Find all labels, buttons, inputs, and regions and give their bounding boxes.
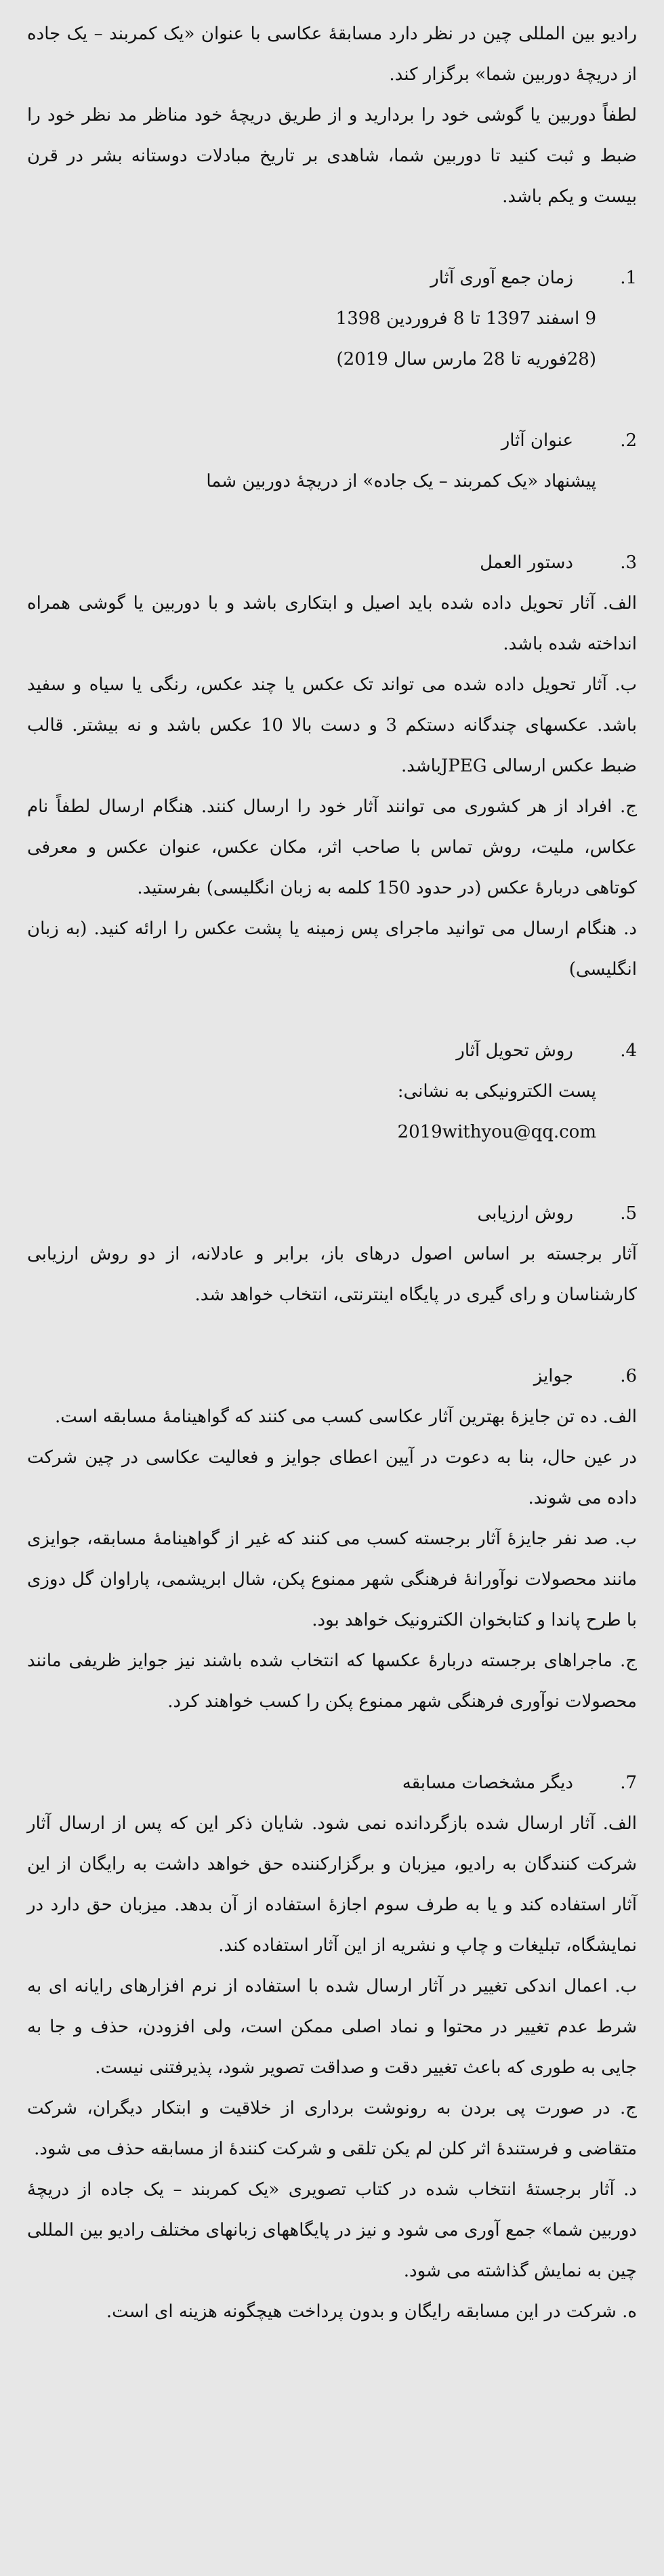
section-evaluation	[27, 1193, 637, 1315]
section-body	[27, 1071, 637, 1152]
section-heading	[27, 1193, 637, 1234]
section-line: در عین حال، بنا به دعوت در آیین اعطای جوایز و فعالیت عکاسی در چین شرکت داده می شوند.	[27, 1447, 637, 1508]
section-heading	[27, 542, 637, 583]
section-body	[27, 1234, 637, 1315]
section-line: آثار برجسته بر اساس اصول درهای باز، برابر و عادلانه، از دو روش ارزیابی کارشناسان و رای گیری در پایگاه اینترنتی، انتخاب خواهد شد.	[27, 1244, 637, 1305]
section-body	[27, 583, 637, 990]
section-line: پست الکترونیکی به نشانی:	[397, 1081, 596, 1102]
section-heading	[27, 1030, 637, 1071]
section-title: عنوان آثار	[501, 430, 573, 451]
section-title: جوایز	[533, 1366, 573, 1386]
section-line: پیشنهاد «یک کمربند – یک جاده» از دریچۀ دوربین شما	[206, 471, 596, 491]
email-address[interactable]: 2019withyou@qq.com	[397, 1122, 596, 1142]
section-line: 9 اسفند 1397 تا 8 فروردین 1398	[335, 308, 596, 329]
section-line: (28فوریه تا 28 مارس سال 2019)	[336, 349, 596, 369]
section-line: ه. شرکت در این مسابقه رایگان و بدون پرداخت هیچگونه هزینه ای است.	[106, 2301, 637, 2322]
section-line: ب. صد نفر جایزۀ آثار برجسته کسب می کنند که غیر از گواهینامۀ مسابقه، جوایزی مانند محصولات نوآورانۀ فرهنگی شهر ممنوع پکن، شال ابریشمی، پاراوان گل دوزی با طرح پاندا و کتابخوان الکترونیک خواهد بود.	[27, 1529, 638, 1630]
intro-paragraph: لطفاً دوربین یا گوشی خود را بردارید و از طریق دریچۀ خود مناظر مد نظر خود را ضبط و ثبت کنید تا دوربین شما، شاهدی بر تاریخ مبادلات دوستانه بشر در قرن بیست و یکم باشد.	[27, 105, 637, 207]
section-body	[27, 298, 637, 380]
section-other-details	[27, 1763, 637, 2332]
section-heading	[27, 258, 637, 298]
section-heading	[27, 1356, 637, 1396]
section-number: 1.	[620, 268, 637, 288]
section-line: ب. اعمال اندکی تغییر در آثار ارسال شده با استفاده از نرم افزارهای رایانه ای به شرط عدم تغییر در محتوا و نماد اصلی ممکن است، ولی افزودن، حذف و جا به جایی به طوری که باعث تغییر دقت و صداقت تصویر شود، پذیرفتنی نیست.	[27, 1976, 637, 2078]
section-number: 2.	[620, 430, 637, 451]
section-line: الف. آثار ارسال شده بازگردانده نمی شود. شایان ذکر این که پس از ارسال آثار شرکت کنندگان به رادیو، میزبان و برگزارکننده حق خواهد داشت به رایگان از این آثار استفاده کند و یا به طرف سوم اجازۀ استفاده از آن بدهد. میزبان حق دارد در نمایشگاه، تبلیغات و چاپ و نشریه از این آثار استفاده کند.	[27, 1813, 637, 1956]
section-title: دستور العمل	[480, 552, 573, 573]
section-body	[27, 1396, 637, 1722]
intro-paragraph: رادیو بین المللی چین در نظر دارد مسابقۀ عکاسی با عنوان «یک کمربند – یک جاده از دریچۀ دوربین شما» برگزار کند.	[27, 24, 637, 85]
section-title: دیگر مشخصات مسابقه	[402, 1773, 573, 1793]
section-number: 3.	[620, 552, 637, 573]
section-number: 7.	[620, 1773, 637, 1793]
section-line: ج. ماجراهای برجسته دربارۀ عکسها که انتخاب شده باشند نیز جوایز ظریفی مانند محصولات نوآوری فرهنگی شهر ممنوع پکن را کسب خواهند کرد.	[27, 1651, 637, 1712]
section-heading	[27, 1763, 637, 1803]
section-line: د. هنگام ارسال می توانید ماجرای پس زمینه یا پشت عکس را ارائه کنید. (به زبان انگلیسی)	[27, 919, 637, 980]
section-title: روش تحویل آثار	[456, 1041, 573, 1061]
section-title: زمان جمع آوری آثار	[430, 268, 573, 288]
section-work-title	[27, 420, 637, 502]
section-body	[27, 1803, 637, 2332]
section-title: روش ارزیابی	[477, 1203, 573, 1224]
section-line: د. آثار برجستۀ انتخاب شده در کتاب تصویری «یک کمربند – یک جاده از دریچۀ دوربین شما» جمع آوری می شود و نیز در پایگاههای زبانهای مختلف رادیو بین المللی چین به نمایش گذاشته می شود.	[27, 2179, 637, 2281]
section-collection-time	[27, 258, 637, 380]
section-heading	[27, 420, 637, 461]
section-line: ج. در صورت پی بردن به رونوشت برداری از خلاقیت و ابتکار دیگران، شرکت متقاضی و فرستندۀ اثر کلن لم یکن تلقی و شرکت کنندۀ از مسابقه حذف می شود.	[27, 2098, 637, 2159]
section-line: الف. آثار تحویل داده شده باید اصیل و ابتکاری باشد و با دوربین یا گوشی همراه انداخته شده باشد.	[27, 593, 637, 654]
section-line: ب. آثار تحویل داده شده می تواند تک عکس یا چند عکس، رنگی یا سیاه و سفید باشد. عکسهای چندگانه دستکم 3 و دست بالا 10 عکس باشد و نه بیشتر. قالب ضبط عکس ارسالی JPEGباشد.	[27, 675, 637, 776]
section-body	[27, 461, 637, 502]
section-number: 4.	[620, 1041, 637, 1061]
section-instructions	[27, 542, 637, 990]
section-prizes	[27, 1356, 637, 1722]
section-line: الف. ده تن جایزۀ بهترین آثار عکاسی کسب می کنند که گواهینامۀ مسابقه است.	[55, 1407, 637, 1427]
section-number: 6.	[620, 1366, 637, 1386]
section-line: ج. افراد از هر کشوری می توانند آثار خود را ارسال کنند. هنگام ارسال لطفاً نام عکاس، ملیت، روش تماس با صاحب اثر، مکان عکس، عنوان عکس و معرفی کوتاهی دربارۀ عکس (در حدود 150 کلمه به زبان انگلیسی) بفرستید.	[27, 797, 637, 898]
section-number: 5.	[620, 1203, 637, 1224]
intro	[27, 14, 637, 217]
section-submission	[27, 1030, 637, 1152]
